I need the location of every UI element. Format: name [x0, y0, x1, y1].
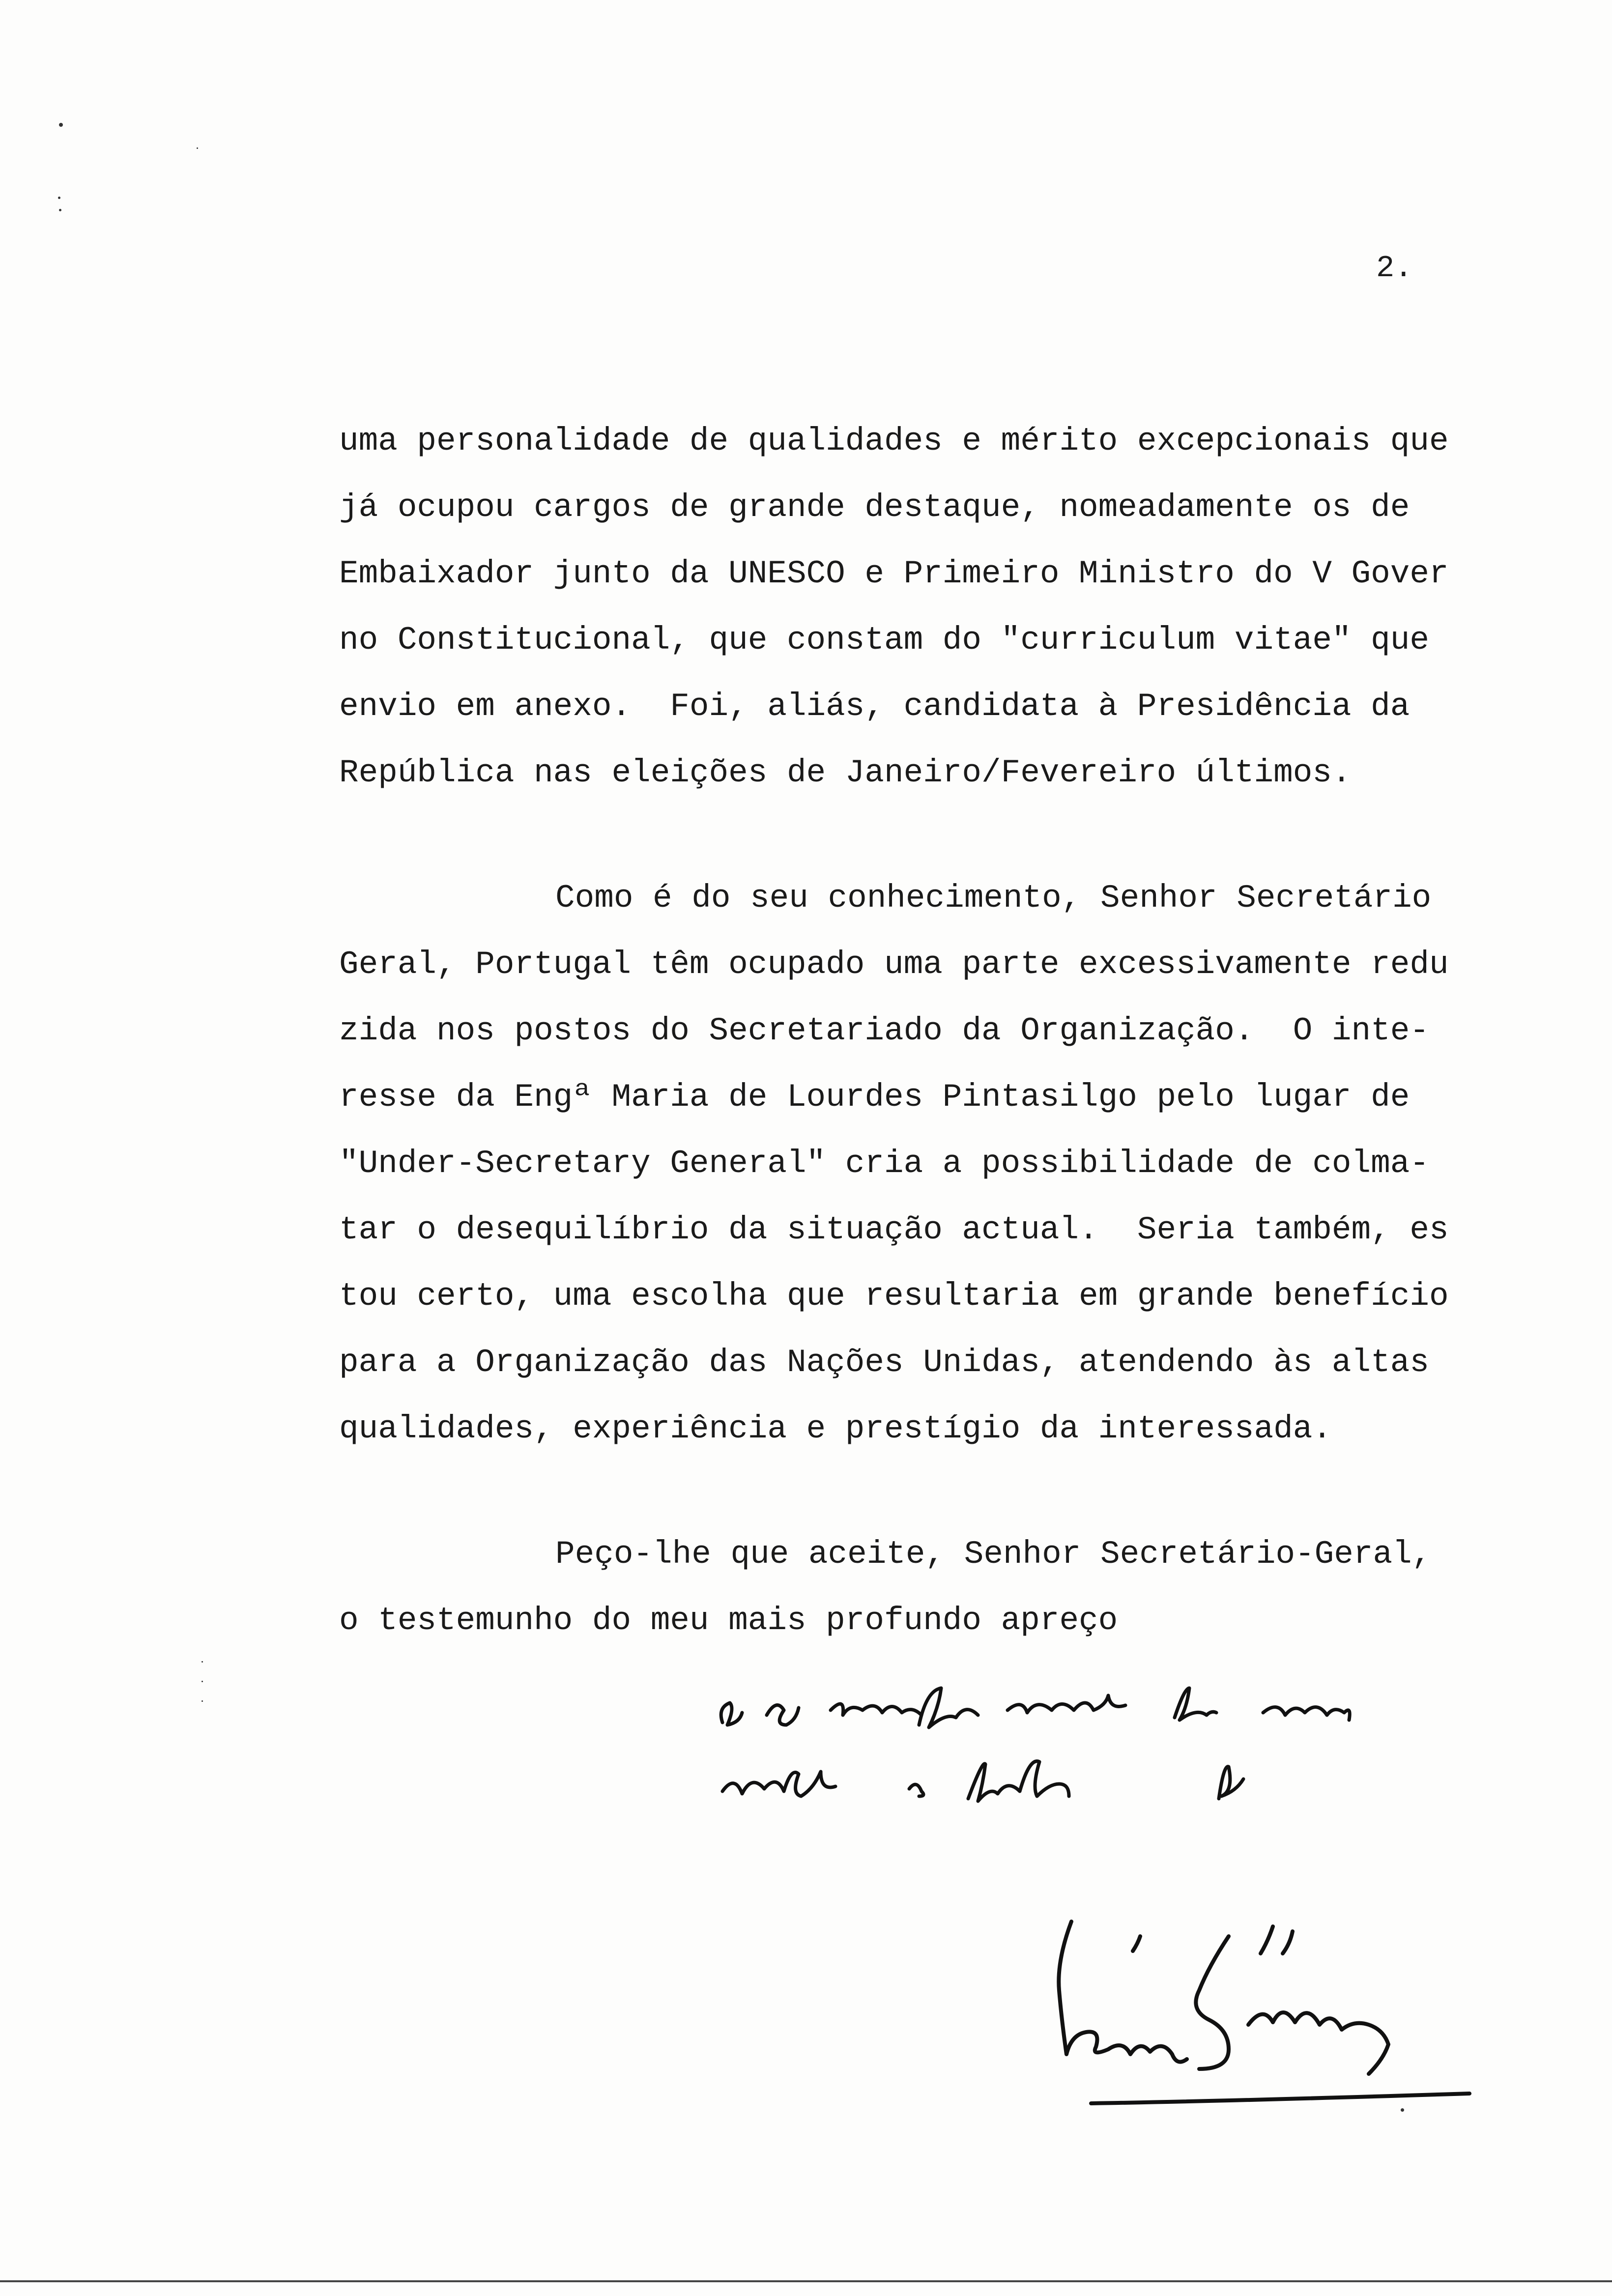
- text-line: Peço-lhe que aceite, Senhor Secretário-Geral,: [555, 1536, 1432, 1573]
- text-line: zida nos postos do Secretariado da Organização. O inte-: [339, 1012, 1429, 1049]
- scan-speck: [1401, 2108, 1404, 2112]
- scan-speck: [59, 123, 63, 127]
- text-line: já ocupou cargos de grande destaque, nomeadamente os de: [339, 489, 1410, 526]
- text-line: Embaixador junto da UNESCO e Primeiro Ministro do V Gover: [339, 555, 1449, 592]
- text-line: no Constitucional, que constam do "curriculum vitae" que: [339, 622, 1429, 659]
- text-line: para a Organização das Nações Unidas, atendendo às altas: [339, 1344, 1429, 1381]
- text-line: Como é do seu conhecimento, Senhor Secretário: [555, 880, 1432, 917]
- scan-speck: [58, 197, 60, 199]
- paragraph-3: [339, 1521, 1519, 1654]
- text-line: Geral, Portugal têm ocupado uma parte excessivamente redu: [339, 946, 1449, 983]
- scan-edge: [0, 2280, 1612, 2282]
- letter-body: [339, 408, 1519, 1654]
- paragraph-1: [339, 408, 1519, 806]
- page-number: 2.: [1376, 251, 1413, 286]
- paragraph-2: [339, 865, 1519, 1462]
- scan-speck: [197, 147, 198, 149]
- scan-speck: [202, 1700, 203, 1702]
- text-line: resse da Engª Maria de Lourdes Pintasilgo pelo lugar de: [339, 1079, 1410, 1116]
- scan-speck: [59, 209, 61, 211]
- scan-speck: [202, 1661, 203, 1663]
- text-line: qualidades, experiência e prestígio da interessada.: [339, 1410, 1332, 1447]
- text-line: República nas eleições de Janeiro/Fevereiro últimos.: [339, 754, 1352, 791]
- text-line: o testemunho do meu mais profundo apreço: [339, 1602, 1118, 1639]
- text-line: tar o desequilíbrio da situação actual. Seria também, es: [339, 1211, 1449, 1248]
- text-line: "Under-Secretary General" cria a possibilidade de colma-: [339, 1145, 1429, 1182]
- scan-speck: [202, 1681, 203, 1682]
- handwritten-closing: [713, 1676, 1499, 1838]
- text-line: tou certo, uma escolha que resultaria em grande benefício: [339, 1278, 1449, 1315]
- text-line: envio em anexo. Foi, aliás, candidata à Presidência da: [339, 688, 1410, 725]
- signature: [1042, 1907, 1474, 2113]
- text-line: uma personalidade de qualidades e mérito excepcionais que: [339, 423, 1449, 459]
